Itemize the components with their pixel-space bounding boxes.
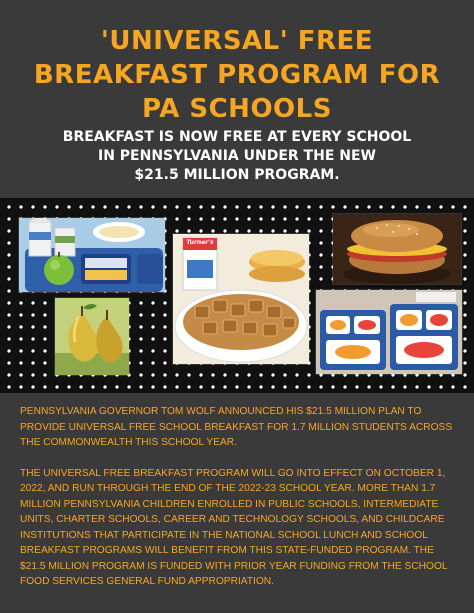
breakfast-tray-illustration xyxy=(19,218,165,292)
milk-carton-label: Turner's xyxy=(186,239,214,246)
photo-bagel-sandwich xyxy=(333,214,461,284)
photo-pears xyxy=(55,298,129,375)
subtitle-line-3: $21.5 MILLION PROGRAM. xyxy=(134,167,340,183)
photo-meal-trays xyxy=(316,290,462,374)
photo-breakfast-tray xyxy=(19,218,165,292)
subtitle-line-2: IN PENNSYLVANIA UNDER THE NEW xyxy=(98,148,376,164)
title-line-3: PA SCHOOLS xyxy=(142,94,332,124)
header-section xyxy=(0,0,474,198)
title-line-2: BREAKFAST PROGRAM FOR xyxy=(33,60,441,90)
page-title xyxy=(0,24,474,126)
bagel-illustration xyxy=(333,214,461,284)
article-body xyxy=(20,404,456,605)
body-paragraph-2: THE UNIVERSAL FREE BREAKFAST PROGRAM WILL GO INTO EFFECT ON OCTOBER 1, 2022, AND RUN THROUGH THE END OF THE 2022-23 SCHOOL YEAR. MORE THAN 1.7 MILLION PENNSYLVANIA CHILDREN ENROLLED IN PUBLIC SCHOOLS, INTERMEDIATE UNITS, CHARTER SCHOOLS, CAREER AND TECHNOLOGY SCHOOLS, AND CHILDCARE INSTITUTIONS THAT PARTICIPATE IN THE NATIONAL SCHOOL LUNCH AND SCHOOL BREAKFAST PROGRAMS WILL BENEFIT FROM THIS STATE-FUNDED PROGRAM. THE $21.5 MILLION PROGRAM IS FUNDED WITH PRIOR YEAR FUNDING FROM THE SCHOOL FOOD SERVICES GENERAL FUND APPROPRIATION. xyxy=(20,467,448,587)
polka-dot-photo-band xyxy=(0,198,474,393)
title-line-1: 'UNIVERSAL' FREE xyxy=(100,26,374,56)
pears-illustration xyxy=(55,298,129,375)
page-subtitle xyxy=(40,128,434,185)
subtitle-line-1: BREAKFAST IS NOW FREE AT EVERY SCHOOL xyxy=(62,129,412,145)
meal-trays-illustration xyxy=(316,290,462,374)
photo-cereal-bowl xyxy=(173,234,309,364)
body-paragraph-1: PENNSYLVANIA GOVERNOR TOM WOLF ANNOUNCED HIS $21.5 MILLION PLAN TO PROVIDE UNIVERSAL FREE SCHOOL BREAKFAST FOR 1.7 MILLION STUDENTS ACROSS THE COMMONWEALTH THIS SCHOOL YEAR. xyxy=(20,406,453,448)
cereal-illustration xyxy=(173,234,309,364)
